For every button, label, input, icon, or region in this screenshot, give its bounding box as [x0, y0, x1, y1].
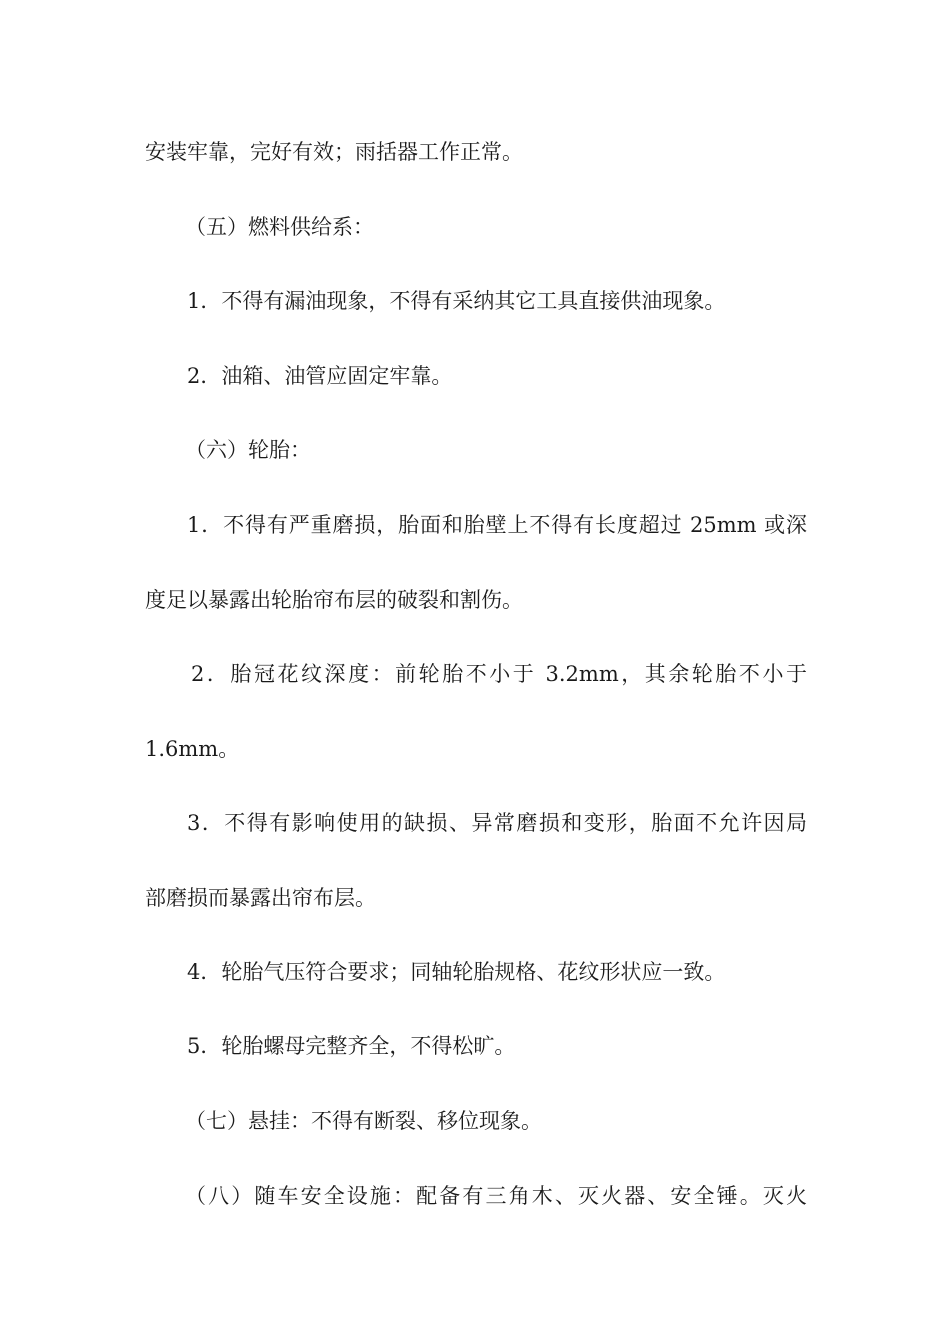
text-line: 部磨损而暴露出帘布层。 — [145, 886, 376, 910]
text-line: 4．轮胎气压符合要求；同轴轮胎规格、花纹形状应一致。 — [187, 960, 726, 984]
section-heading: （五）燃料供给系： — [185, 215, 374, 239]
text-line: 2．油箱、油管应固定牢靠。 — [187, 364, 453, 388]
text-line: 安装牢靠，完好有效；雨括器工作正常。 — [145, 140, 523, 164]
text-line: 2．胎冠花纹深度：前轮胎不小于 3.2mm，其余轮胎不小于 — [191, 662, 807, 686]
text-line: 1．不得有严重磨损，胎面和胎壁上不得有长度超过 25mm 或深 — [187, 513, 807, 537]
text-line: 1．不得有漏油现象，不得有采纳其它工具直接供油现象。 — [187, 289, 726, 313]
text-line: 3．不得有影响使用的缺损、异常磨损和变形，胎面不允许因局 — [187, 811, 807, 835]
text-line: 1.6mm。 — [145, 737, 240, 761]
text-line: 度足以暴露出轮胎帘布层的破裂和割伤。 — [145, 588, 523, 612]
section-heading: （八）随车安全设施：配备有三角木、灭火器、安全锤。灭火 — [185, 1184, 807, 1208]
text-line: 5．轮胎螺母完整齐全，不得松旷。 — [187, 1034, 516, 1058]
section-heading: （七）悬挂：不得有断裂、移位现象。 — [185, 1109, 542, 1133]
section-heading: （六）轮胎： — [185, 438, 311, 462]
